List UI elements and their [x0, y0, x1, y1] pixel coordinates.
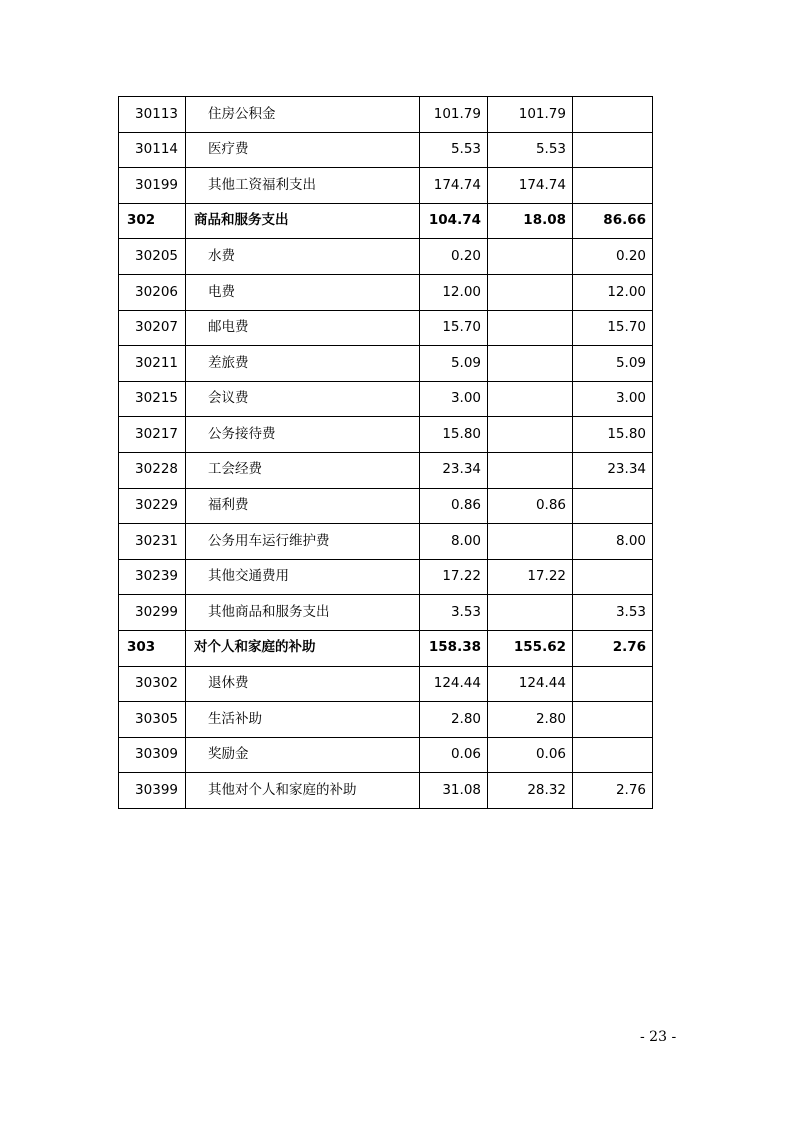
- basic-expenditure-cell: 28.32: [488, 773, 573, 809]
- economic-code-cell: 30207: [119, 310, 186, 346]
- basic-expenditure-cell: [488, 239, 573, 275]
- project-expenditure-cell: [573, 737, 653, 773]
- table-row: [119, 97, 653, 133]
- project-expenditure-cell: [573, 488, 653, 524]
- table-row: [119, 346, 653, 382]
- table-row: [119, 559, 653, 595]
- economic-code-cell: 302: [119, 203, 186, 239]
- total-amount-cell: 0.20: [420, 239, 488, 275]
- table-row: [119, 168, 653, 204]
- project-expenditure-cell: 2.76: [573, 773, 653, 809]
- total-amount-cell: 0.86: [420, 488, 488, 524]
- economic-code-cell: 30239: [119, 559, 186, 595]
- item-name-cell: 住房公积金: [186, 97, 420, 133]
- category-row: [119, 203, 653, 239]
- basic-expenditure-cell: 2.80: [488, 702, 573, 738]
- total-amount-cell: 12.00: [420, 274, 488, 310]
- project-expenditure-cell: 8.00: [573, 524, 653, 560]
- project-expenditure-cell: 15.70: [573, 310, 653, 346]
- basic-expenditure-cell: [488, 381, 573, 417]
- table-row: [119, 132, 653, 168]
- project-expenditure-cell: 86.66: [573, 203, 653, 239]
- category-row: [119, 630, 653, 666]
- basic-expenditure-cell: 155.62: [488, 630, 573, 666]
- item-name-cell: 其他交通费用: [186, 559, 420, 595]
- total-amount-cell: 0.06: [420, 737, 488, 773]
- economic-code-cell: 30205: [119, 239, 186, 275]
- basic-expenditure-cell: [488, 274, 573, 310]
- economic-code-cell: 30228: [119, 452, 186, 488]
- item-name-cell: 会议费: [186, 381, 420, 417]
- table-row: [119, 737, 653, 773]
- basic-expenditure-cell: 124.44: [488, 666, 573, 702]
- item-name-cell: 福利费: [186, 488, 420, 524]
- total-amount-cell: 17.22: [420, 559, 488, 595]
- item-name-cell: 公务接待费: [186, 417, 420, 453]
- basic-expenditure-cell: [488, 346, 573, 382]
- table-row: [119, 452, 653, 488]
- economic-code-cell: 30229: [119, 488, 186, 524]
- item-name-cell: 生活补助: [186, 702, 420, 738]
- basic-expenditure-cell: 18.08: [488, 203, 573, 239]
- economic-code-cell: 30231: [119, 524, 186, 560]
- total-amount-cell: 101.79: [420, 97, 488, 133]
- item-name-cell: 工会经费: [186, 452, 420, 488]
- budget-table: [118, 96, 653, 809]
- total-amount-cell: 5.53: [420, 132, 488, 168]
- basic-expenditure-cell: [488, 310, 573, 346]
- item-name-cell: 公务用车运行维护费: [186, 524, 420, 560]
- basic-expenditure-cell: 17.22: [488, 559, 573, 595]
- project-expenditure-cell: [573, 132, 653, 168]
- project-expenditure-cell: 3.00: [573, 381, 653, 417]
- budget-table-body: [119, 97, 653, 809]
- item-name-cell: 其他工资福利支出: [186, 168, 420, 204]
- basic-expenditure-cell: 174.74: [488, 168, 573, 204]
- item-name-cell: 奖励金: [186, 737, 420, 773]
- item-name-cell: 水费: [186, 239, 420, 275]
- project-expenditure-cell: 3.53: [573, 595, 653, 631]
- project-expenditure-cell: [573, 666, 653, 702]
- total-amount-cell: 174.74: [420, 168, 488, 204]
- table-row: [119, 417, 653, 453]
- basic-expenditure-cell: 101.79: [488, 97, 573, 133]
- item-name-cell: 电费: [186, 274, 420, 310]
- project-expenditure-cell: 2.76: [573, 630, 653, 666]
- project-expenditure-cell: 15.80: [573, 417, 653, 453]
- basic-expenditure-cell: [488, 417, 573, 453]
- economic-code-cell: 30399: [119, 773, 186, 809]
- project-expenditure-cell: [573, 168, 653, 204]
- economic-code-cell: 30114: [119, 132, 186, 168]
- economic-code-cell: 30309: [119, 737, 186, 773]
- economic-code-cell: 303: [119, 630, 186, 666]
- economic-code-cell: 30217: [119, 417, 186, 453]
- project-expenditure-cell: [573, 97, 653, 133]
- item-name-cell: 差旅费: [186, 346, 420, 382]
- item-name-cell: 对个人和家庭的补助: [186, 630, 420, 666]
- table-row: [119, 274, 653, 310]
- economic-code-cell: 30305: [119, 702, 186, 738]
- economic-code-cell: 30299: [119, 595, 186, 631]
- total-amount-cell: 104.74: [420, 203, 488, 239]
- total-amount-cell: 124.44: [420, 666, 488, 702]
- project-expenditure-cell: 12.00: [573, 274, 653, 310]
- total-amount-cell: 15.70: [420, 310, 488, 346]
- project-expenditure-cell: 23.34: [573, 452, 653, 488]
- table-row: [119, 595, 653, 631]
- table-row: [119, 702, 653, 738]
- project-expenditure-cell: [573, 702, 653, 738]
- total-amount-cell: 23.34: [420, 452, 488, 488]
- basic-expenditure-cell: 0.86: [488, 488, 573, 524]
- economic-code-cell: 30215: [119, 381, 186, 417]
- item-name-cell: 退休费: [186, 666, 420, 702]
- economic-code-cell: 30113: [119, 97, 186, 133]
- total-amount-cell: 31.08: [420, 773, 488, 809]
- basic-expenditure-cell: 0.06: [488, 737, 573, 773]
- table-row: [119, 310, 653, 346]
- project-expenditure-cell: [573, 559, 653, 595]
- table-row: [119, 239, 653, 275]
- item-name-cell: 商品和服务支出: [186, 203, 420, 239]
- project-expenditure-cell: 5.09: [573, 346, 653, 382]
- total-amount-cell: 158.38: [420, 630, 488, 666]
- economic-code-cell: 30302: [119, 666, 186, 702]
- item-name-cell: 其他商品和服务支出: [186, 595, 420, 631]
- total-amount-cell: 3.53: [420, 595, 488, 631]
- table-row: [119, 524, 653, 560]
- total-amount-cell: 15.80: [420, 417, 488, 453]
- total-amount-cell: 5.09: [420, 346, 488, 382]
- project-expenditure-cell: 0.20: [573, 239, 653, 275]
- table-row: [119, 381, 653, 417]
- basic-expenditure-cell: [488, 524, 573, 560]
- total-amount-cell: 8.00: [420, 524, 488, 560]
- item-name-cell: 其他对个人和家庭的补助: [186, 773, 420, 809]
- total-amount-cell: 3.00: [420, 381, 488, 417]
- table-row: [119, 488, 653, 524]
- economic-code-cell: 30199: [119, 168, 186, 204]
- item-name-cell: 医疗费: [186, 132, 420, 168]
- item-name-cell: 邮电费: [186, 310, 420, 346]
- economic-code-cell: 30211: [119, 346, 186, 382]
- basic-expenditure-cell: 5.53: [488, 132, 573, 168]
- total-amount-cell: 2.80: [420, 702, 488, 738]
- table-row: [119, 666, 653, 702]
- basic-expenditure-cell: [488, 452, 573, 488]
- basic-expenditure-cell: [488, 595, 573, 631]
- economic-code-cell: 30206: [119, 274, 186, 310]
- table-row: [119, 773, 653, 809]
- page-number: - 23 -: [640, 1029, 677, 1045]
